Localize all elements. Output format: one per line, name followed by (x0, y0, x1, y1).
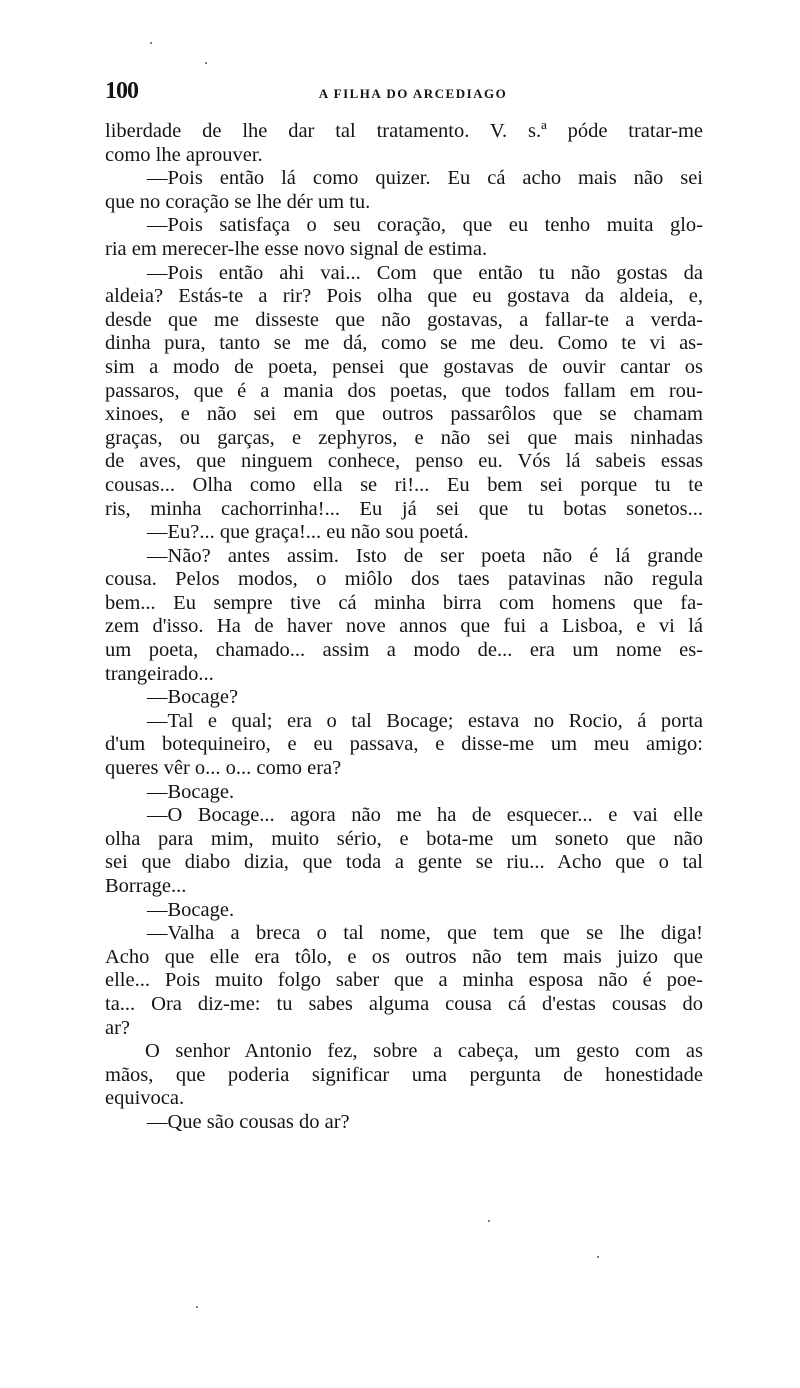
text-line: que no coração se lhe dér um tu. (105, 190, 371, 213)
text-line: como lhe aprouver. (105, 143, 263, 166)
running-title: A FILHA DO ARCEDIAGO (318, 86, 508, 101)
text-line: cousa. Pelos modos, o miôlo dos taes patavinas não regula (105, 568, 703, 591)
text-line: —Bocage. (147, 898, 235, 921)
text-line: cousas... Olha como ella se ri!... Eu bem sei porque tu te (105, 473, 703, 496)
body-text (105, 120, 703, 1135)
text-line: equivoca. (105, 1087, 185, 1110)
text-line: —Eu?... que graça!... eu não sou poetá. (147, 521, 469, 544)
text-line: ta... Ora diz-me: tu sabes alguma cousa cá d'estas cousas do (105, 992, 703, 1015)
text-line: ar? (105, 1016, 131, 1039)
page-header (105, 78, 703, 108)
text-line: sim a modo de poeta, pensei que gostavas de ouvir cantar os (105, 355, 703, 378)
text-line: —Pois então ahi vai... Com que então tu não gostas da (147, 261, 703, 284)
text-line: Borrage... (105, 875, 187, 897)
text-line: mãos, que poderia significar uma pergunta de honestidade (105, 1063, 703, 1086)
text-line: dinha pura, tanto se me dá, como se me deu. Como te vi as- (105, 332, 703, 355)
text-line: sei que diabo dizia, que toda a gente se riu... Acho que o tal (105, 851, 703, 874)
text-line: ria em merecer-lhe esse novo signal de estima. (105, 237, 488, 260)
text-line: O senhor Antonio fez, sobre a cabeça, um gesto com as (145, 1040, 703, 1063)
text-line: —Que são cousas do ar? (147, 1110, 350, 1133)
text-line: —Tal e qual; era o tal Bocage; estava no Rocio, á porta (147, 709, 703, 732)
text-line: —O Bocage... agora não me ha de esquecer... e vai elle (147, 804, 703, 827)
scan-speck (150, 42, 152, 44)
text-line: desde que me disseste que não gostavas, a fallar-te a verda- (105, 308, 703, 331)
text-line: de aves, que ninguem conhece, penso eu. Vós lá sabeis essas (105, 450, 703, 473)
text-line: —Não? antes assim. Isto de ser poeta não é lá grande (147, 544, 703, 567)
text-line: aldeia? Estás-te a rir? Pois olha que eu gostava da aldeia, e, (105, 285, 703, 308)
text-line: —Pois satisfaça o seu coração, que eu tenho muita glo- (147, 214, 703, 237)
text-line: zem d'isso. Ha de haver nove annos que fui a Lisboa, e vi lá (105, 615, 703, 638)
text-line: elle... Pois muito folgo saber que a minha esposa não é poe- (105, 969, 703, 992)
text-line: queres vêr o... o... como era? (105, 757, 342, 780)
scan-speck (205, 62, 207, 64)
text-line: xinoes, e não sei em que outros passarôlos que se chamam (105, 403, 703, 426)
scan-speck (597, 1256, 599, 1258)
text-line: —Bocage? (147, 686, 239, 709)
text-line: passaros, que é a mania dos poetas, que todos fallam em rou- (105, 379, 703, 402)
text-line: Acho que elle era tôlo, e os outros não tem mais juizo que (105, 945, 703, 968)
page-number: 100 (105, 78, 138, 104)
scan-speck (196, 1306, 198, 1308)
scan-speck (488, 1220, 490, 1222)
text-line: um poeta, chamado... assim a modo de... era um nome es- (105, 639, 703, 662)
text-line: olha para mim, muito sério, e bota-me um soneto que não (105, 827, 703, 850)
text-line: liberdade de lhe dar tal tratamento. V. s.ª póde tratar-me (105, 120, 703, 142)
text-line: —Valha a breca o tal nome, que tem que se lhe diga! (147, 922, 703, 945)
text-line: —Bocage. (147, 780, 235, 803)
text-line: bem... Eu sempre tive cá minha birra com homens que fa- (105, 591, 703, 614)
text-line: —Pois então lá como quizer. Eu cá acho mais não sei (147, 167, 703, 190)
text-line: ris, minha cachorrinha!... Eu já sei que tu botas sonetos... (105, 497, 703, 520)
text-line: d'um botequineiro, e eu passava, e disse-me um meu amigo: (105, 733, 703, 756)
text-line: graças, ou garças, e zephyros, e não sei que mais ninhadas (105, 426, 703, 449)
text-line: trangeirado... (105, 662, 214, 685)
